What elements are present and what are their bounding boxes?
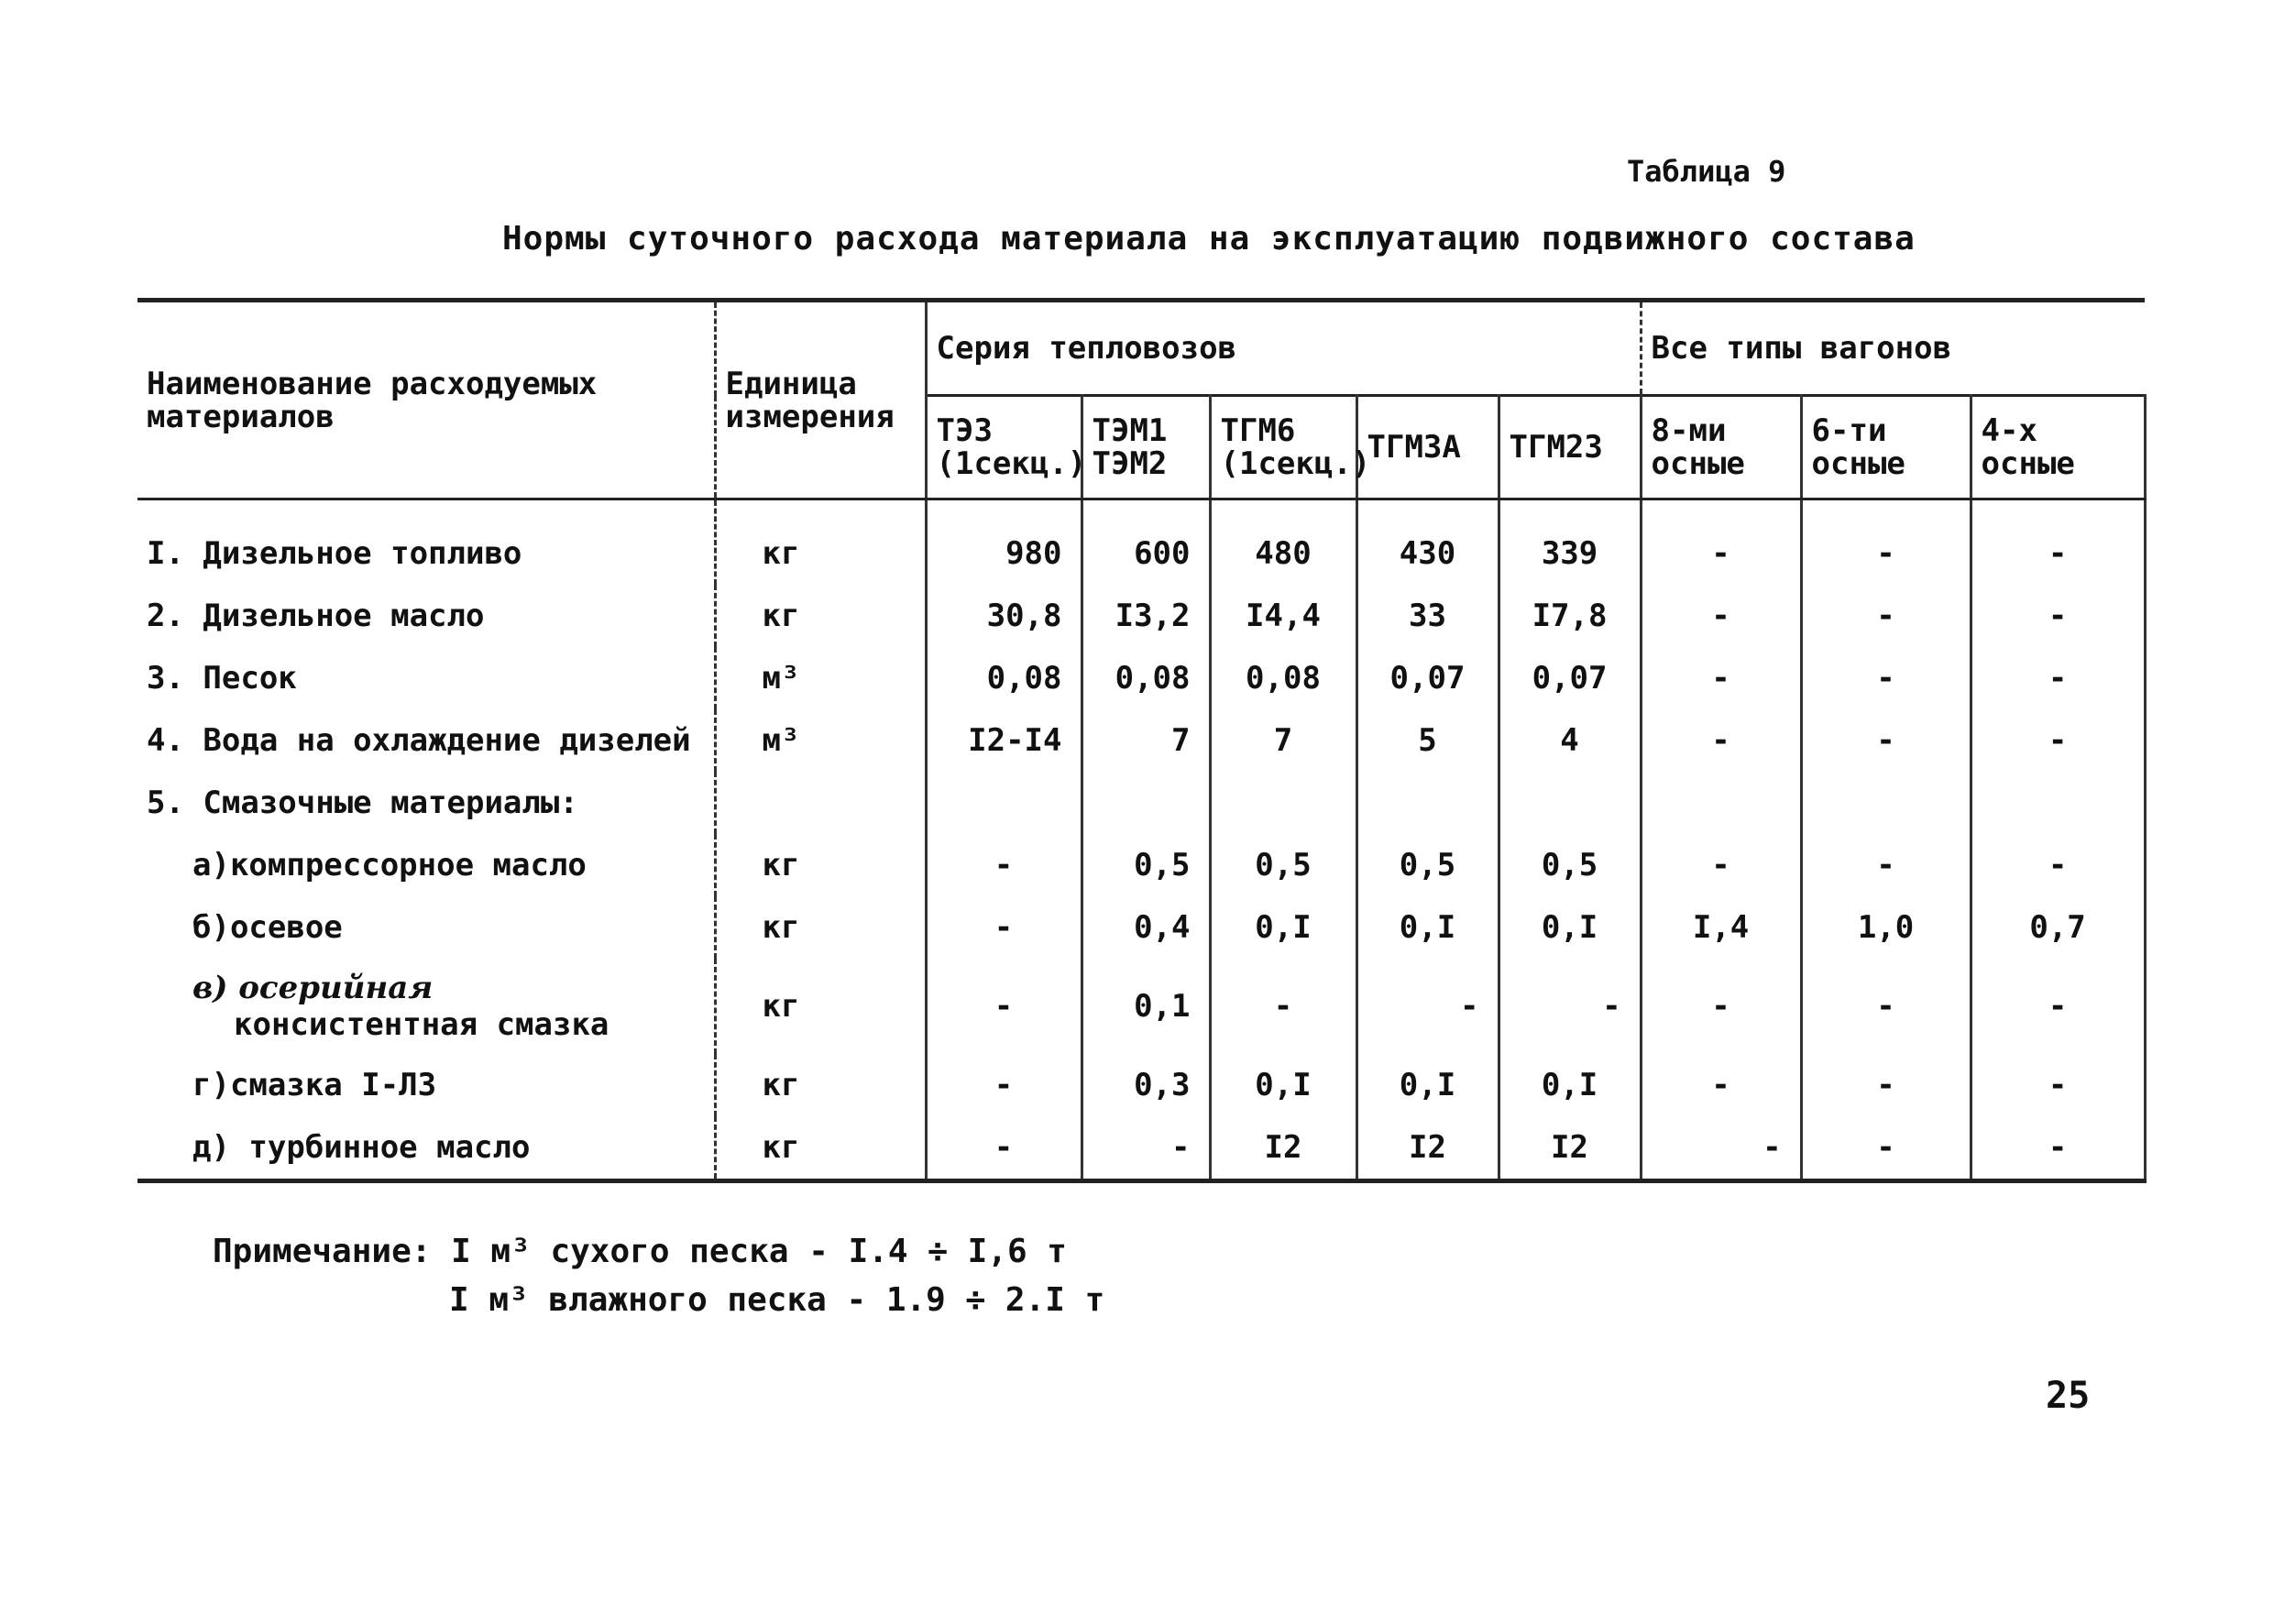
header-loco-tgm3a: ТГМ3А — [1356, 396, 1499, 499]
material-name: а)компрессорное масло — [137, 834, 715, 896]
table-row — [137, 959, 2145, 1054]
value-cell: - — [1971, 834, 2145, 896]
header-wagon-6-axle: 6-ти осные — [1801, 396, 1971, 499]
value-cell — [1801, 772, 1971, 834]
value-cell: - — [926, 1054, 1082, 1116]
value-cell: - — [1971, 1054, 2145, 1116]
value-cell: - — [1641, 647, 1801, 709]
value-cell: 0,I — [1210, 896, 1356, 959]
material-name: б)осевое — [137, 896, 715, 959]
value-cell: 0,08 — [1210, 647, 1356, 709]
note-line-2: I м³ влажного песка - 1.9 ÷ 2.I т — [449, 1281, 1105, 1319]
value-cell: - — [1082, 1116, 1210, 1181]
value-cell — [1082, 772, 1210, 834]
value-cell: - — [1356, 959, 1499, 1054]
value-cell: - — [1210, 959, 1356, 1054]
value-cell: I2 — [1210, 1116, 1356, 1181]
material-unit: кг — [715, 585, 926, 647]
page-number: 25 — [2046, 1375, 2091, 1417]
value-cell: 0,7 — [1971, 896, 2145, 959]
material-unit: кг — [715, 1116, 926, 1181]
header-unit: Единица измерения — [715, 301, 926, 499]
value-cell: 0,08 — [1082, 647, 1210, 709]
value-cell: - — [1801, 834, 1971, 896]
value-cell: 0,07 — [1499, 647, 1641, 709]
value-cell — [1971, 772, 2145, 834]
value-cell: - — [1801, 647, 1971, 709]
value-cell: - — [926, 1116, 1082, 1181]
header-wagon-4-axle: 4-х осные — [1971, 396, 2145, 499]
value-cell: 339 — [1499, 499, 1641, 586]
material-unit: кг — [715, 896, 926, 959]
value-cell — [1641, 772, 1801, 834]
value-cell: - — [1801, 1116, 1971, 1181]
value-cell: 0,5 — [1499, 834, 1641, 896]
value-cell: - — [1641, 1054, 1801, 1116]
value-cell: - — [1641, 709, 1801, 772]
header-loco-tem: ТЭМ1 ТЭМ2 — [1082, 396, 1210, 499]
value-cell: 600 — [1082, 499, 1210, 586]
value-cell: 0,08 — [926, 647, 1082, 709]
value-cell: - — [1641, 834, 1801, 896]
value-cell: 7 — [1210, 709, 1356, 772]
material-unit — [715, 772, 926, 834]
value-cell: 480 — [1210, 499, 1356, 586]
value-cell: - — [1801, 499, 1971, 586]
material-name: г)смазка I-ЛЗ — [137, 1054, 715, 1116]
value-cell: I4,4 — [1210, 585, 1356, 647]
material-name: 5. Смазочные материалы: — [137, 772, 715, 834]
material-name: 2. Дизельное масло — [137, 585, 715, 647]
value-cell: - — [1801, 959, 1971, 1054]
value-cell: I2 — [1356, 1116, 1499, 1181]
table-number-label: Таблица 9 — [1627, 154, 1786, 189]
material-unit: кг — [715, 499, 926, 586]
value-cell: 0,5 — [1210, 834, 1356, 896]
table-row — [137, 834, 2145, 896]
material-name-line: консистентная смазка — [234, 1006, 609, 1043]
handwritten-correction: в) осерийная — [192, 970, 434, 1006]
value-cell: 7 — [1082, 709, 1210, 772]
value-cell: 4 — [1499, 709, 1641, 772]
table-row — [137, 709, 2145, 772]
value-cell: - — [1971, 647, 2145, 709]
material-unit: кг — [715, 959, 926, 1054]
value-cell: 0,4 — [1082, 896, 1210, 959]
material-unit: кг — [715, 834, 926, 896]
material-name: I. Дизельное топливо — [137, 499, 715, 586]
value-cell — [1210, 772, 1356, 834]
value-cell: 0,I — [1499, 1054, 1641, 1116]
material-name: 4. Вода на охлаждение дизелей — [137, 709, 715, 772]
table-row — [137, 1054, 2145, 1116]
material-name — [137, 959, 715, 1054]
value-cell — [1499, 772, 1641, 834]
value-cell — [1356, 772, 1499, 834]
value-cell: - — [1801, 709, 1971, 772]
value-cell: 0,5 — [1356, 834, 1499, 896]
value-cell: I,4 — [1641, 896, 1801, 959]
material-unit: м³ — [715, 709, 926, 772]
value-cell: - — [1641, 585, 1801, 647]
value-cell: 430 — [1356, 499, 1499, 586]
value-cell: 5 — [1356, 709, 1499, 772]
value-cell: 980 — [926, 499, 1082, 586]
value-cell: - — [926, 959, 1082, 1054]
table-row — [137, 499, 2145, 586]
table-row — [137, 772, 2145, 834]
table-row — [137, 896, 2145, 959]
table-row — [137, 647, 2145, 709]
value-cell: 33 — [1356, 585, 1499, 647]
header-loco-te3: ТЭ3 (1секц.) — [926, 396, 1082, 499]
value-cell: - — [1641, 1116, 1801, 1181]
value-cell: - — [1641, 959, 1801, 1054]
value-cell: I2-I4 — [926, 709, 1082, 772]
note-line-1: Примечание: I м³ сухого песка - I.4 ÷ I,6 т — [213, 1233, 1067, 1270]
value-cell: - — [1971, 959, 2145, 1054]
value-cell: - — [1971, 585, 2145, 647]
table-row — [137, 585, 2145, 647]
value-cell: - — [1971, 709, 2145, 772]
header-material-name: Наименование расходуемых материалов — [137, 301, 715, 499]
value-cell: 0,1 — [1082, 959, 1210, 1054]
value-cell: 0,I — [1356, 896, 1499, 959]
value-cell: 0,5 — [1082, 834, 1210, 896]
document-title: Нормы суточного расхода материала на эксплуатацию подвижного состава — [502, 220, 1916, 258]
material-unit: кг — [715, 1054, 926, 1116]
header-wagon-8-axle: 8-ми осные — [1641, 396, 1801, 499]
value-cell: 0,I — [1356, 1054, 1499, 1116]
value-cell: - — [1641, 499, 1801, 586]
header-locomotive-series: Серия тепловозов — [926, 301, 1641, 396]
value-cell: 30,8 — [926, 585, 1082, 647]
header-loco-tgm23: ТГМ23 — [1499, 396, 1641, 499]
value-cell: 0,07 — [1356, 647, 1499, 709]
value-cell: - — [1971, 1116, 2145, 1181]
value-cell: 0,I — [1499, 896, 1641, 959]
material-name: д) турбинное масло — [137, 1116, 715, 1181]
value-cell: - — [926, 834, 1082, 896]
value-cell — [926, 772, 1082, 834]
value-cell: I7,8 — [1499, 585, 1641, 647]
value-cell: I3,2 — [1082, 585, 1210, 647]
consumption-norms-table — [137, 298, 2147, 1183]
value-cell: 0,3 — [1082, 1054, 1210, 1116]
value-cell: - — [926, 896, 1082, 959]
header-wagon-types: Все типы вагонов — [1651, 330, 1952, 367]
value-cell: - — [1801, 1054, 1971, 1116]
header-loco-tgm6: ТГМ6 (1секц.) — [1210, 396, 1356, 499]
value-cell: - — [1801, 585, 1971, 647]
value-cell: - — [1971, 499, 2145, 586]
table-row — [137, 1116, 2145, 1181]
material-name: 3. Песок — [137, 647, 715, 709]
value-cell: 0,I — [1210, 1054, 1356, 1116]
value-cell: I2 — [1499, 1116, 1641, 1181]
value-cell: 1,0 — [1801, 896, 1971, 959]
value-cell: - — [1499, 959, 1641, 1054]
material-unit: м³ — [715, 647, 926, 709]
